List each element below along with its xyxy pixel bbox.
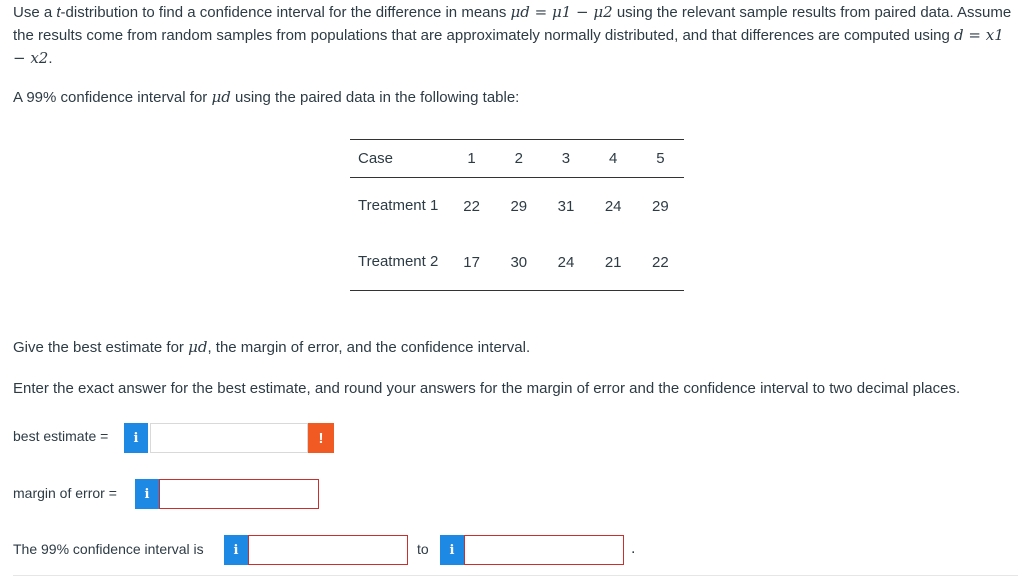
table-cell: 17 [448, 234, 495, 291]
mu-d-symbol: μd [211, 88, 231, 106]
case-header: 4 [590, 140, 637, 178]
case-header: 5 [637, 140, 684, 178]
period: . [631, 540, 636, 557]
table-cell: 24 [604, 197, 622, 215]
table-cell: 21 [590, 234, 637, 291]
to-label: to [417, 541, 429, 557]
best-estimate-label: best estimate = [13, 428, 109, 444]
t-variable: t [56, 4, 61, 21]
info-icon[interactable]: i [135, 479, 159, 509]
table-row-treatment-2 [350, 234, 684, 291]
info-icon[interactable]: i [440, 535, 464, 565]
interval-prompt: A 99% confidence interval for μd using the paired data in the following table: [13, 88, 520, 106]
d-definition: d = x1 − x2 [13, 26, 1004, 67]
problem-intro: Use a t-distribution to find a confidence interval for the difference in means μd = μ1 − μ2 using the relevant sample results from paired data. Assume the results come from random samples from populations that are approximately normally distributed, and that differences are computed using d = x1 − x2. [13, 3, 1012, 67]
info-icon[interactable]: i [224, 535, 248, 565]
info-icon[interactable]: i [124, 423, 148, 453]
mu-d-symbol: μd [188, 338, 208, 356]
case-header: 3 [542, 140, 589, 178]
row-label: Treatment 1 [358, 197, 439, 214]
header-label: Case [350, 140, 448, 178]
confidence-interval-label: The 99% confidence interval is [13, 541, 204, 557]
table-row-treatment-1 [350, 178, 684, 235]
table-cell: 24 [542, 234, 589, 291]
case-header: 1 [448, 140, 495, 178]
mu-d-definition: μd = μ1 − μ2 [510, 3, 613, 21]
table-cell: 22 [637, 234, 684, 291]
margin-of-error-label: margin of error = [13, 485, 117, 501]
question-text: Give the best estimate for μd, the margin of error, and the confidence interval. [13, 338, 531, 356]
paired-data-table [350, 139, 684, 291]
divider [13, 575, 1018, 576]
case-header: 2 [495, 140, 542, 178]
interval-upper-input[interactable] [464, 535, 624, 565]
interval-lower-input[interactable] [248, 535, 408, 565]
table-cell: 22 [463, 197, 480, 215]
row-label: Treatment 2 [350, 234, 448, 291]
warning-icon: ! [308, 423, 334, 453]
table-cell: 31 [557, 197, 575, 215]
best-estimate-input[interactable] [150, 423, 308, 453]
instruction-text: Enter the exact answer for the best estimate, and round your answers for the margin of error and the confidence interval to two decimal places. [13, 380, 961, 397]
table-cell: 29 [510, 197, 528, 215]
table-cell: 30 [495, 234, 542, 291]
table-cell: 29 [652, 197, 669, 215]
table-header-row [350, 140, 684, 178]
margin-of-error-input[interactable] [159, 479, 319, 509]
